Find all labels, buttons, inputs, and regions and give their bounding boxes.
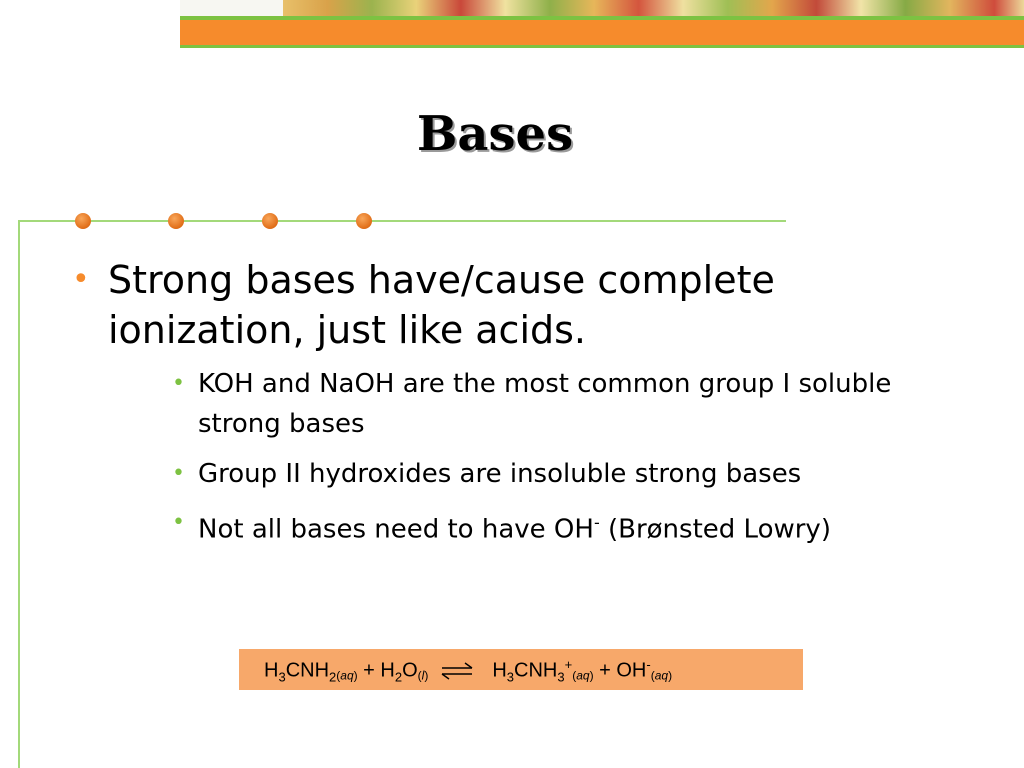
- equilibrium-arrows-icon: [440, 661, 474, 681]
- eq-subscript: 2: [329, 669, 337, 685]
- sub-bullet-text-pre: Not all bases need to have OH: [198, 514, 594, 545]
- eq-state: (aq): [650, 668, 673, 683]
- eq-text: CNH: [514, 659, 558, 682]
- eq-plus: +: [357, 659, 381, 682]
- sub-bullet-text: Group II hydroxides are insoluble strong bases: [198, 459, 802, 489]
- eq-text: CNH: [285, 659, 330, 682]
- eq-subscript: 3: [278, 669, 286, 685]
- banner-green-stripe-bottom: [180, 45, 1024, 48]
- orange-dot-icon: [168, 213, 184, 229]
- bullet-icon: •: [172, 371, 185, 396]
- eq-text: O: [402, 659, 418, 682]
- bullet-icon: •: [172, 510, 185, 535]
- orange-dot-icon: [356, 213, 372, 229]
- eq-state: (aq): [572, 668, 594, 683]
- eq-text: H: [380, 659, 395, 682]
- eq-subscript: 3: [506, 669, 515, 685]
- sub-bullet-text: [198, 503, 932, 550]
- sub-bullet-text-post: (Brønsted Lowry): [599, 514, 831, 545]
- superscript-charge: -: [593, 513, 600, 532]
- eq-superscript: +: [564, 657, 573, 672]
- sub-bullet-3: [172, 503, 932, 550]
- eq-text: H: [492, 659, 507, 682]
- orange-dot-icon: [262, 213, 278, 229]
- banner-photo-strip: [283, 0, 1024, 16]
- banner-left-blank: [180, 0, 283, 16]
- eq-text: OH: [616, 659, 647, 682]
- eq-plus: +: [593, 659, 617, 682]
- chemical-equation: [264, 657, 672, 685]
- divider-vertical: [18, 220, 20, 768]
- orange-dot-icon: [75, 213, 91, 229]
- eq-subscript: 3: [557, 669, 565, 685]
- bullet-icon: •: [172, 461, 185, 486]
- bullet-icon: •: [72, 262, 90, 297]
- slide-title: Bases: [416, 106, 574, 162]
- sub-bullet-1: [172, 364, 932, 444]
- eq-state: (aq): [336, 668, 358, 683]
- divider-horizontal: [18, 220, 786, 222]
- main-bullet-text: Strong bases have/cause complete ionization, just like acids.: [108, 258, 775, 352]
- eq-subscript: 2: [394, 669, 403, 685]
- banner-orange-bar: [180, 20, 1024, 45]
- main-bullet: [72, 255, 832, 355]
- eq-state: (l): [417, 668, 429, 683]
- sub-bullet-text: KOH and NaOH are the most common group I soluble strong bases: [198, 369, 892, 439]
- eq-text: H: [264, 659, 279, 682]
- sub-bullet-2: [172, 454, 932, 494]
- eq-superscript: -: [646, 657, 651, 672]
